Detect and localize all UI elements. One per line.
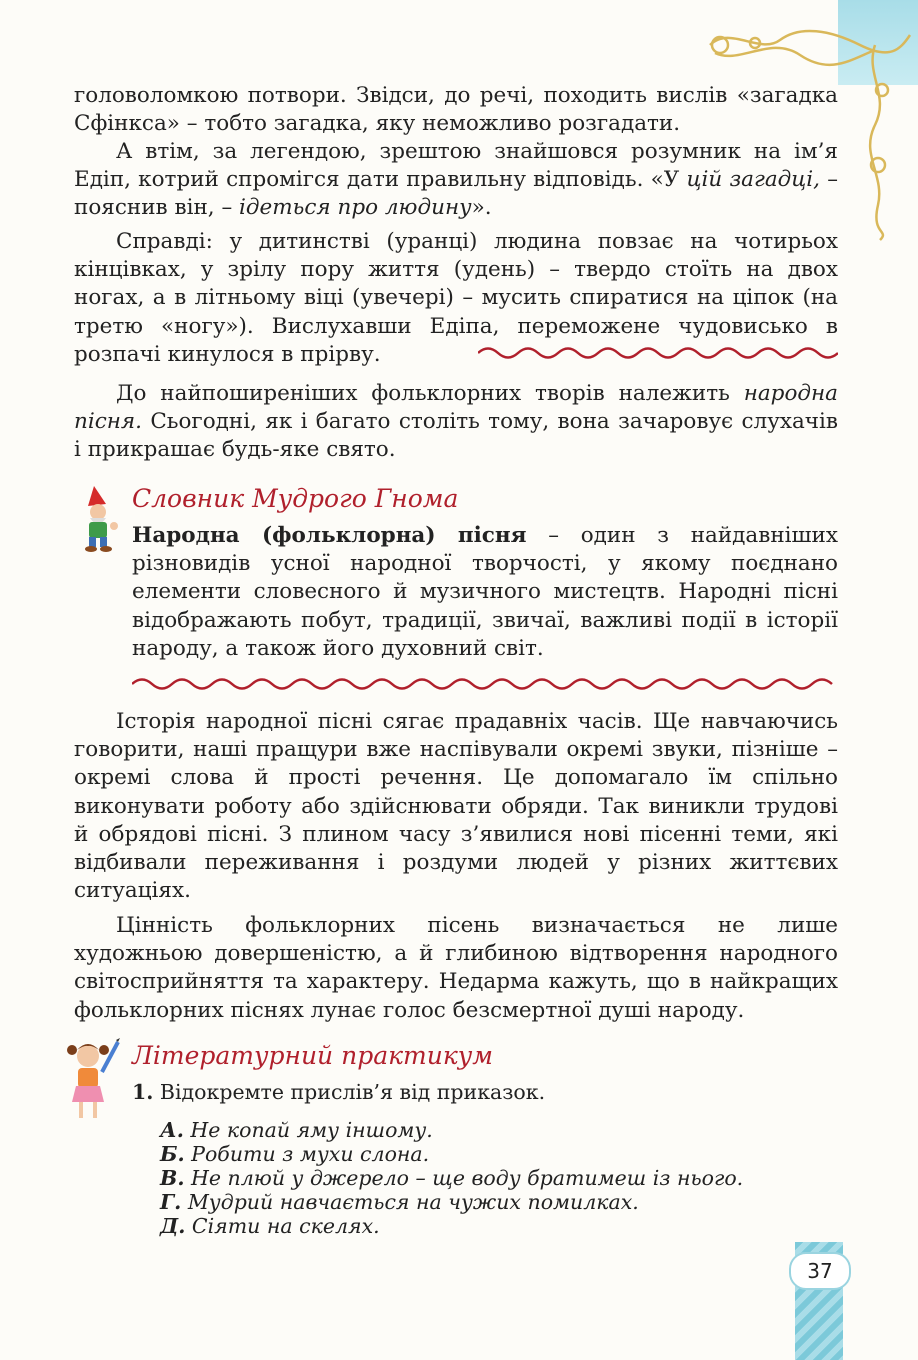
list-item-letter: В. — [160, 1166, 185, 1190]
page-number: 37 — [789, 1252, 851, 1290]
quote-italic-1: цій загадці, — [686, 167, 821, 193]
folk-intro-start: До найпоширеніших фольклорних творів належить — [116, 381, 744, 406]
practicum-task — [132, 1080, 545, 1104]
task-text: Відокремте прислів’я від приказок. — [153, 1080, 546, 1104]
paragraph-explanation: Справді: у дитинстві (уранці) людина повзає на чотирьох кінцівках, у зрілу пору життя (удень) – твердо стоїть на двох ногах, а в літньому віці (увечері) – мусить спиратися на ціпок (на третю «ногу»). Вислухавши Едіпа, переможене чудовисько в розпачі кинулося в прірву. — [74, 229, 838, 367]
list-item — [160, 1166, 743, 1190]
oedipus-text: А втім, за легендою, зрештою знайшовся розумник на ім’я Едіп, котрий спромігся дати правильну відповідь. — [74, 139, 838, 193]
paragraph-song-history: Історія народної пісні сягає прадавніх часів. Ще навчаючись говорити, наші пращури вже наспівували окремі звуки, пізніше – окремі слова й прості речення. Це допомагало їм спільно виконувати роботу або здійснювати обряди. Так виникли трудові й обрядові пісні. З плином часу з’явилися нові пісенні теми, які відбивали переживання і роздуми людей у різних життєвих ситуаціях. — [74, 709, 838, 904]
folk-intro-italic: народна пісня. — [74, 381, 838, 435]
paragraph-oedipus — [74, 138, 838, 223]
list-item — [160, 1214, 380, 1238]
list-item-letter: Д. — [160, 1214, 186, 1238]
list-item-text: Не копай яму іншому. — [183, 1118, 433, 1142]
list-item-text: Не плюй у джерело – ще воду братимеш із нього. — [184, 1166, 744, 1190]
paragraph-folk-song-intro — [74, 380, 838, 465]
wavy-divider — [478, 344, 838, 362]
list-item — [160, 1190, 639, 1214]
list-item-letter: А. — [160, 1118, 184, 1142]
list-item — [160, 1142, 429, 1166]
girl-with-pencil-icon — [62, 1036, 124, 1126]
practicum-heading: Літературний практикум — [132, 1041, 493, 1070]
list-item-text: Сіяти на скелях. — [185, 1214, 380, 1238]
gnome-icon — [76, 482, 128, 552]
wavy-divider-dictionary — [132, 675, 838, 693]
dictionary-heading: Словник Мудрого Гнома — [132, 484, 459, 513]
quote-mid: – пояснив він, – — [74, 167, 838, 221]
paragraph-song-value: Цінність фольклорних пісень визначається не лише художньою довершеністю, а й глибиною відтворення народного світосприйняття та характеру. Недарма кажуть, що в найкращих фольклорних піснях лунає голос безсмертної душі народу. — [74, 913, 838, 1023]
quote-open: «У — [650, 167, 687, 193]
quote-italic-2: ідеться про людину — [239, 195, 472, 221]
folk-intro-end: Сьогодні, як і багато століть тому, вона зачаровує слухачів і прикрашає будь-яке свято. — [74, 409, 838, 463]
list-item-text: Робити з мухи слона. — [184, 1142, 430, 1166]
dictionary-definition-text: – один з найдавніших різновидів усної народної творчості, у якому поєднано елементи словесного й музичного мистецтв. Народні пісні відображають побут, традиції, звичаї, важливі події в історії народу, а також його духовний світ. — [132, 523, 838, 661]
list-item-letter: Г. — [160, 1190, 182, 1214]
quote-close: ». — [471, 195, 492, 221]
paragraph-sphinx-riddle: головоломкою потвори. Звідси, до речі, походить вислів «загадка Сфінкса» – тобто загадка, яку неможливо розгадати. — [74, 83, 838, 137]
list-item-letter: Б. — [160, 1142, 185, 1166]
list-item — [160, 1118, 433, 1142]
dictionary-definition — [132, 522, 838, 663]
dictionary-term: Народна (фольклорна) пісня — [132, 523, 527, 548]
task-number: 1. — [132, 1080, 154, 1104]
list-item-text: Мудрий навчається на чужих помилках. — [181, 1190, 639, 1214]
